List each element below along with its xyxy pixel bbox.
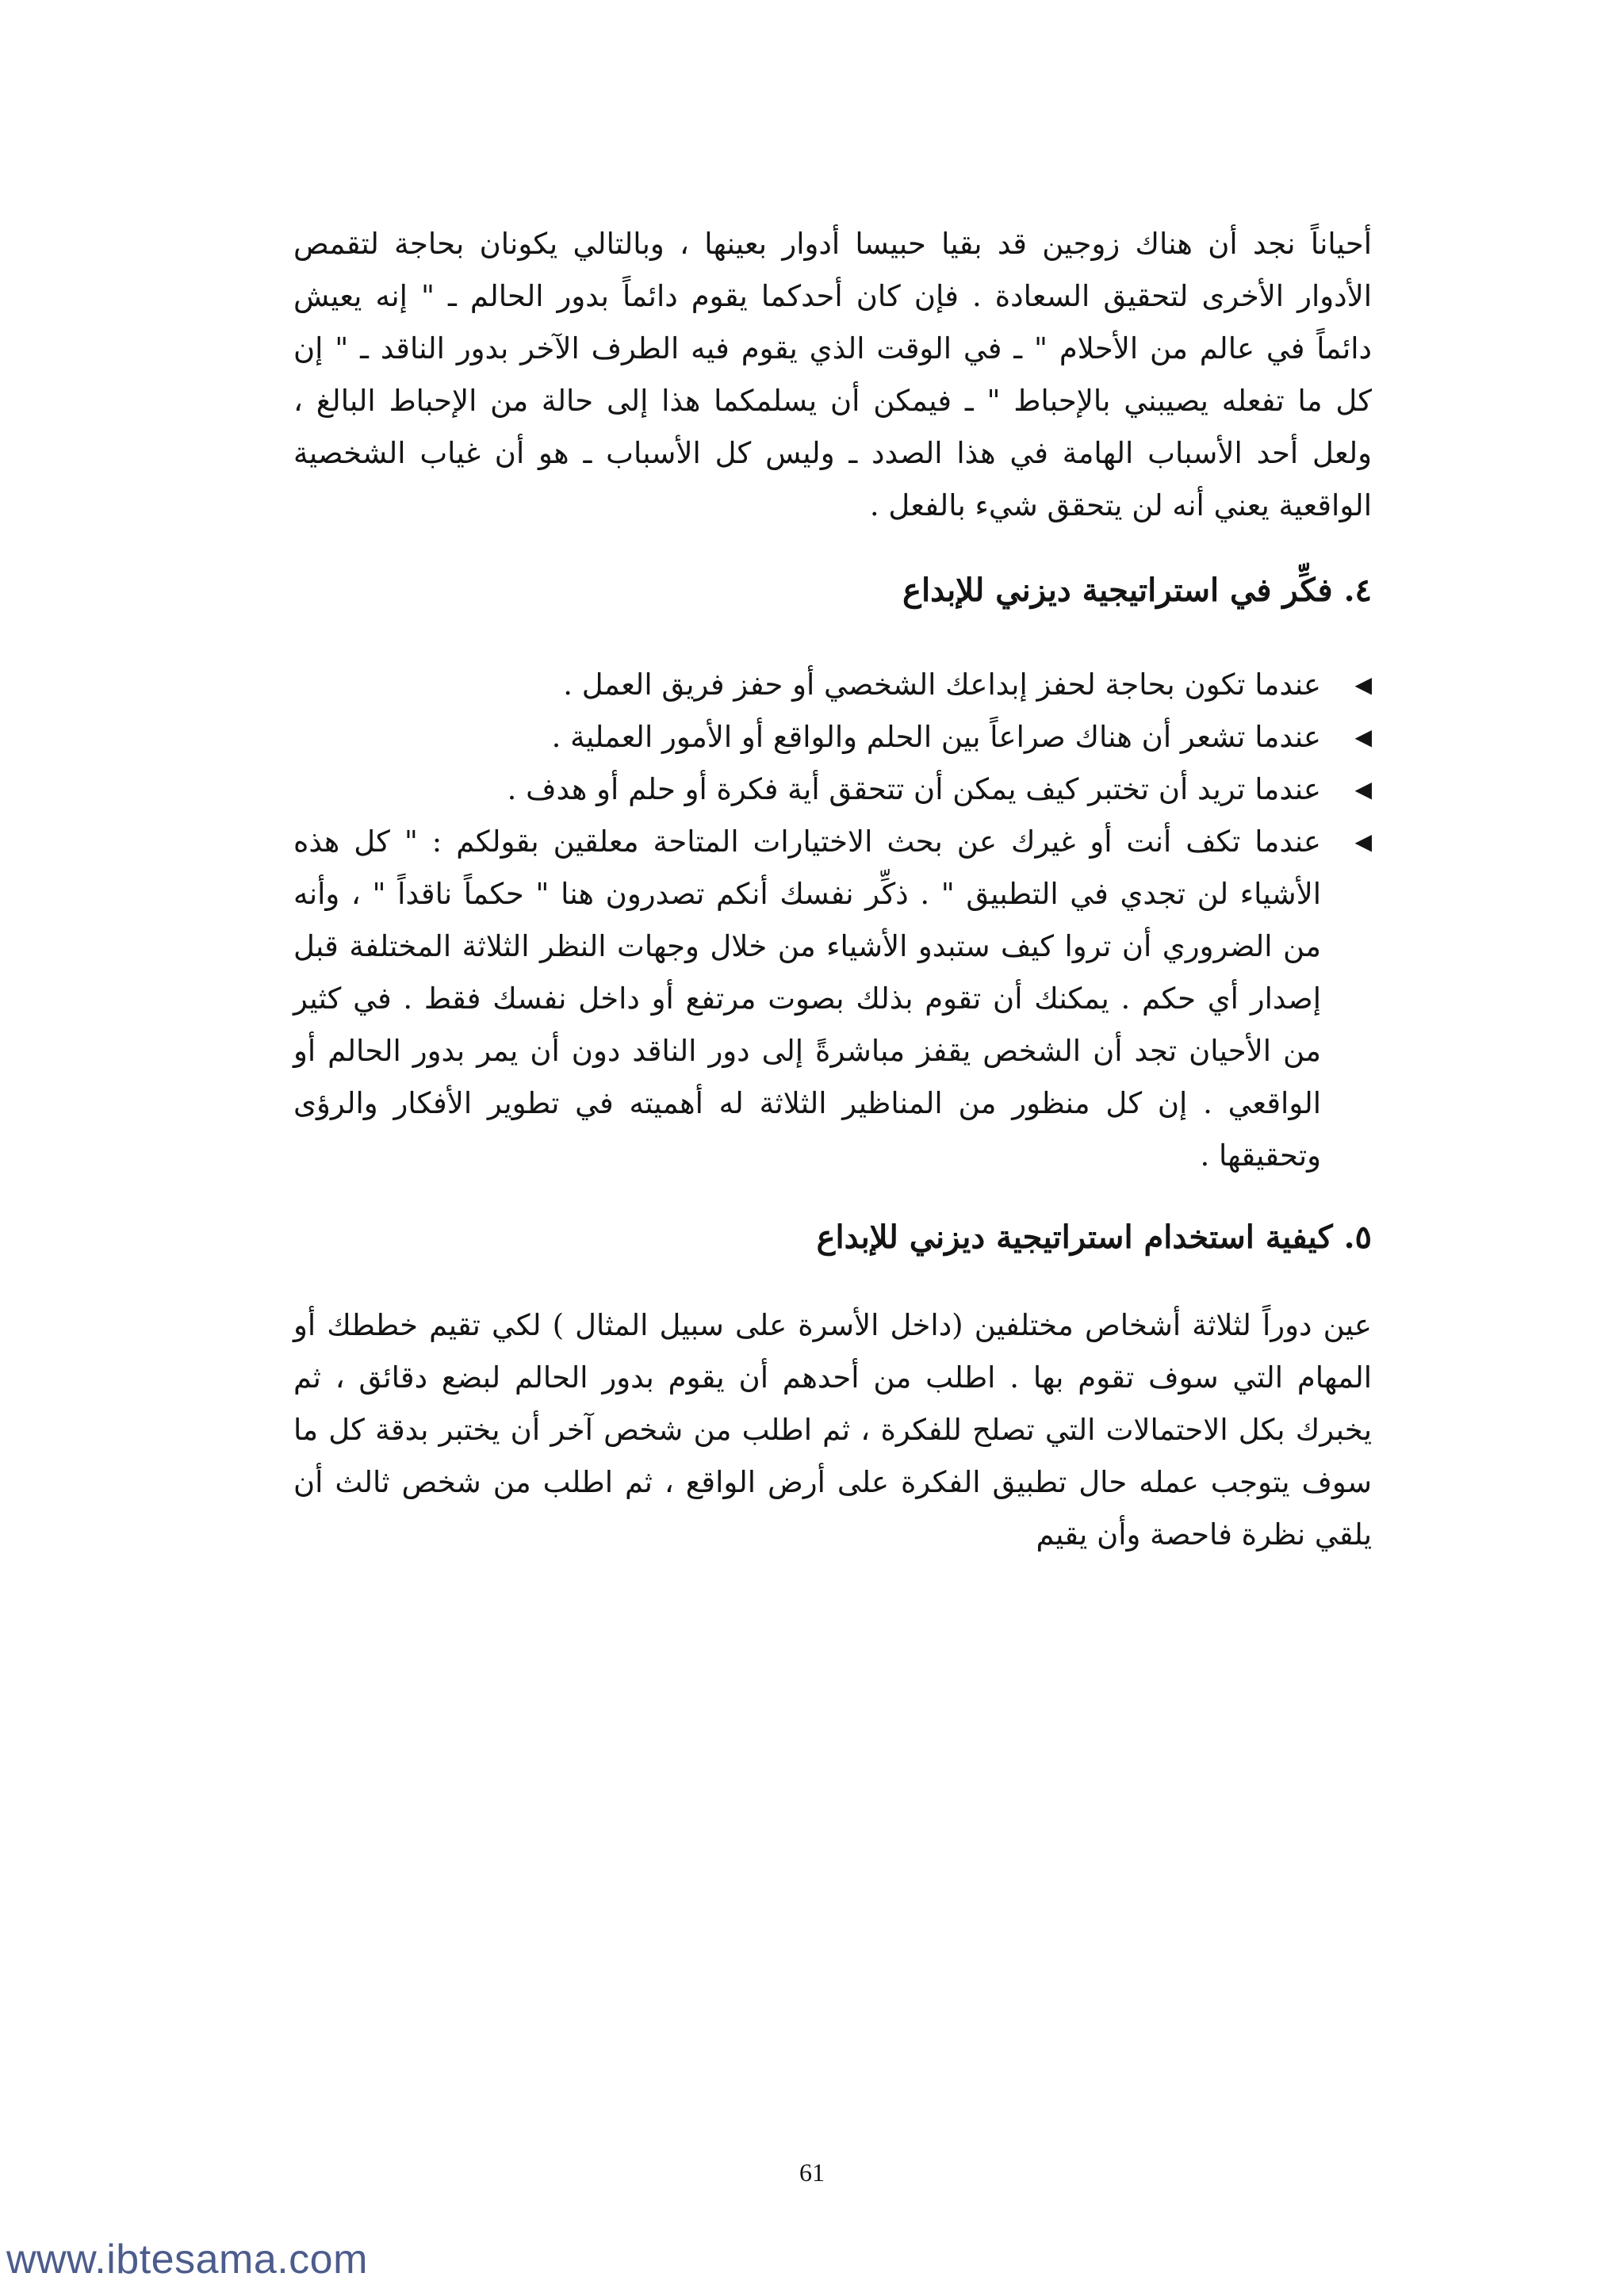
- section-5-paragraph: عين دوراً لثلاثة أشخاص مختلفين (داخل الأسرة على سبيل المثال ) لكي تقيم خططك أو المهام التي سوف تقوم بها . اطلب من أحدهم أن يقوم بدور الحالم لبضع دقائق ، ثم يخبرك بكل الاحتمالات التي تصلح للفكرة ، ثم اطلب من شخص آخر أن يختبر بدقة كل ما سوف يتوجب عمله حال تطبيق الفكرة على أرض الواقع ، ثم اطلب من شخص ثالث أن يلقي نظرة فاحصة وأن يقيم: [293, 1308, 1372, 1552]
- bullet-text: عندما تريد أن تختبر كيف يمكن أن تتحقق أية فكرة أو حلم أو هدف .: [507, 772, 1321, 806]
- bullet-item: [293, 816, 1372, 1182]
- triangle-bullet-icon: ◀: [1354, 776, 1372, 802]
- bullet-item: [293, 763, 1372, 816]
- section-4-heading: ٤. فكِّر في استراتيجية ديزني للإبداع: [902, 572, 1372, 609]
- section-5-heading: ٥. كيفية استخدام استراتيجية ديزني للإبداع: [816, 1219, 1372, 1256]
- bullet-text: عندما تشعر أن هناك صراعاً بين الحلم والواقع أو الأمور العملية .: [551, 720, 1321, 754]
- bullet-list: [293, 659, 1372, 1182]
- bullet-item: [293, 659, 1372, 711]
- triangle-bullet-icon: ◀: [1354, 724, 1372, 750]
- page-body: [293, 218, 1372, 1561]
- site-watermark: www.ibtesama.com: [6, 2237, 368, 2283]
- bullet-text: عندما تكون بحاجة لحفز إبداعك الشخصي أو حفز فريق العمل .: [563, 668, 1321, 702]
- page-number: 61: [799, 2158, 825, 2187]
- bullet-text: عندما تكف أنت أو غيرك عن بحث الاختيارات المتاحة معلقين بقولكم : " كل هذه الأشياء لن تجدي في التطبيق " . ذكِّر نفسك أنكم تصدرون هنا " حكماً ناقداً " ، وأنه من الضروري أن تروا كيف ستبدو الأشياء من خلال وجهات النظر الثلاثة المختلفة قبل إصدار أي حكم . يمكنك أن تقوم بذلك بصوت مرتفع أو داخل نفسك فقط . في كثير من الأحيان تجد أن الشخص يقفز مباشرةً إلى دور الناقد دون أن يمر بدور الحالم أو الواقعي . إن كل منظور من المناظير الثلاثة له أهميته في تطوير الأفكار والرؤى وتحقيقها .: [293, 825, 1321, 1173]
- triangle-bullet-icon: ◀: [1354, 828, 1372, 855]
- intro-paragraph: أحياناً نجد أن هناك زوجين قد بقيا حبيسا أدوار بعينها ، وبالتالي يكونان بحاجة لتقمص الأدوار الأخرى لتحقيق السعادة . فإن كان أحدكما يقوم دائماً بدور الحالم ـ " إنه يعيش دائماً في عالم من الأحلام " ـ في الوقت الذي يقوم فيه الطرف الآخر بدور الناقد ـ " إن كل ما تفعله يصيبني بالإحباط " ـ فيمكن أن يسلمكما هذا إلى حالة من الإحباط البالغ ، ولعل أحد الأسباب الهامة في هذا الصدد ـ وليس كل الأسباب ـ هو أن غياب الشخصية الواقعية يعني أنه لن يتحقق شيء بالفعل .: [293, 227, 1372, 522]
- triangle-bullet-icon: ◀: [1354, 672, 1372, 698]
- bullet-item: [293, 711, 1372, 763]
